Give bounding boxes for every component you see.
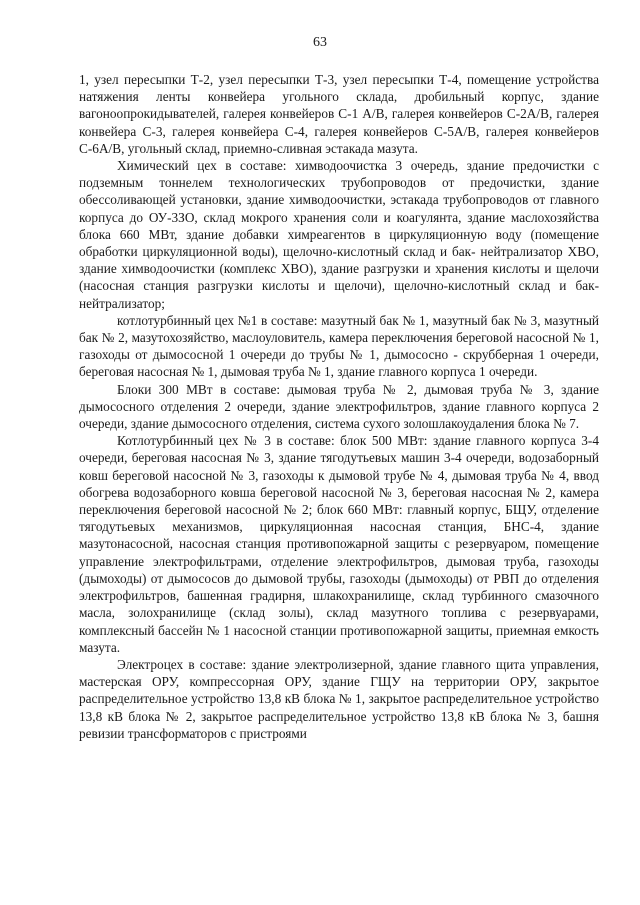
paragraph-boiler-turbine-shop-3: Котлотурбинный цех № 3 в составе: блок 500 МВт: здание главного корпуса 3-4 очереди, береговая насосная № 3, здание тягодутьевых машин 3-4 очереди, водозаборный ковш береговой насосной № 3, газоходы к дымовой трубе № 4, дымовая труба № 4, ввод обогрева водозаборного ковша береговой насосной № 3, береговая насосная № 2, камера переключения береговой насосной № 2; блок 660 МВт: главный корпус, БЩУ, отделение тягодутьевых механизмов, циркуляционная насосная станция, БНС-4, здание мазутонасосной, насосная станция противопожарной защиты с резервуаром, помещение управление электрофильтрами, отделение электрофильтров, дымовая труба, газоходы (дымоходы) от дымососов до дымовой трубы, газоходы (дымоходы) от РВП до отделения электрофильтров, башенная градирня, шлакохранилище, склад турбинного смазочного масла, золохранилище (склад золы), склад мазутного топлива с резервуарами, комплексный бассейн № 1 насосной станции противопожарной защиты, приемная емкость мазута. — [79, 433, 599, 655]
document-body — [79, 71, 599, 742]
paragraph-chemical-shop: Химический цех в составе: химводоочистка 3 очередь, здание предочистки с подземным тоннелем технологических трубопроводов от предочистки, здание обессоливающей установки, здание химводоочистки, эстакада трубопроводов от главного корпуса до ОУ-3ЗО, склад мокрого хранения соли и коагулянта, здание маслохозяйства блока 660 МВт, здание добавки химреагентов в циркуляционную воду (помещение обработки циркуляционной воды), щелочно-кислотный склад и бак- нейтрализатор ХВО, здание химводоочистки (комплекс ХВО), здание разгрузки и хранения кислоты и щелочи (насосная станция разгрузки кислоты и щелочи), щелочно-кислотный склад и бак-нейтрализатор; — [79, 158, 599, 311]
paragraph-electrical-shop: Электроцех в составе: здание электролизерной, здание главного щита управления, мастерская ОРУ, компрессорная ОРУ, здание ГЩУ на территории ОРУ, закрытое распределительное устройство 13,8 кВ блока № 1, закрытое распределительное устройство 13,8 кВ блока № 2, закрытое распределительное устройство 13,8 кВ блока № 3, башня ревизии трансформаторов с пристроями — [79, 656, 599, 741]
paragraph-units-300mw: Блоки 300 МВт в составе: дымовая труба № 2, дымовая труба № 3, здание дымососного отделения 2 очереди, здание электрофильтров, здание главного корпуса 2 очереди, здание дымососного отделения, система сухого золошлакоудаления блока № 7. — [79, 381, 599, 432]
paragraph-boiler-turbine-shop-1: котлотурбинный цех №1 в составе: мазутный бак № 1, мазутный бак № 3, мазутный бак № 2, мазутохозяйство, маслоуловитель, камера переключения береговой насосной № 1, газоходы от дымососной 1 очереди до трубы № 1, дымососно - скрубберная 1 очереди, береговая насосная № 1, дымовая труба № 1, здание главного корпуса 1 очереди. — [79, 312, 599, 380]
page-number: 63 — [313, 35, 327, 50]
paragraph-fuel-transport-continued: 1, узел пересыпки Т-2, узел пересыпки Т-3, узел пересыпки Т-4, помещение устройства натяжения ленты конвейера угольного склада, дробильный корпус, здание вагоноопрокидывателей, галерея конвейеров С-1 А/В, галерея конвейеров С-2А/В, галерея конвейера С-3, галерея конвейера С-4, галерея конвейеров С-5А/В, галерея конвейеров С-6А/В, угольный склад, приемно-сливная эстакада мазута. — [79, 72, 599, 156]
